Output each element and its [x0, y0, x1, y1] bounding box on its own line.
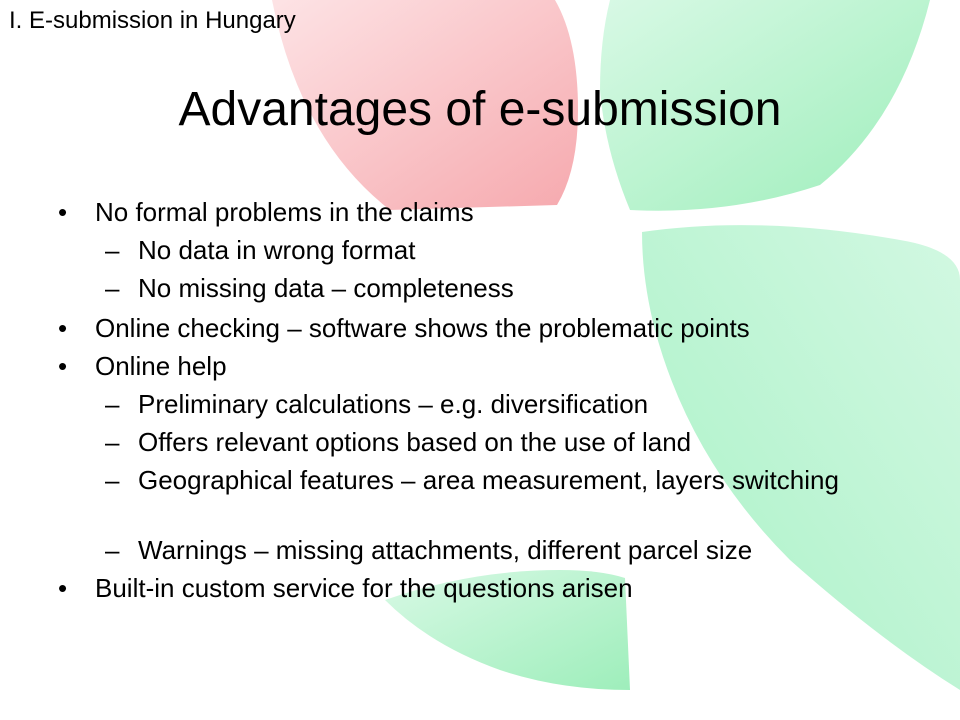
dash-marker: –	[105, 465, 120, 495]
sub-bullet-text: Preliminary calculations – e.g. diversification	[138, 389, 649, 419]
bullet-marker: •	[58, 573, 68, 603]
bullet-text: No formal problems in the claims	[95, 197, 474, 227]
sub-bullet-text: No missing data – completeness	[138, 273, 514, 303]
dash-marker: –	[105, 427, 120, 457]
bullet-text: Online checking – software shows the problematic points	[95, 313, 750, 343]
bullet-marker: •	[58, 351, 68, 381]
bullet-marker: •	[58, 197, 68, 227]
bullet-text: Built-in custom service for the questions arisen	[95, 573, 633, 603]
sub-bullet-text: No data in wrong format	[138, 235, 416, 265]
dash-marker: –	[105, 235, 120, 265]
sub-bullet-text: Offers relevant options based on the use of land	[138, 427, 692, 457]
sub-bullet-text: Geographical features – area measurement, layers switching	[138, 465, 839, 495]
bullet-text: Online help	[95, 351, 227, 381]
section-label: I. E-submission in Hungary	[9, 7, 296, 34]
dash-marker: –	[105, 389, 120, 419]
dash-marker: –	[105, 273, 120, 303]
slide-title: Advantages of e-submission	[178, 83, 782, 136]
sub-bullet-text: Warnings – missing attachments, different parcel size	[138, 535, 753, 565]
bullet-marker: •	[58, 313, 68, 343]
dash-marker: –	[105, 535, 120, 565]
